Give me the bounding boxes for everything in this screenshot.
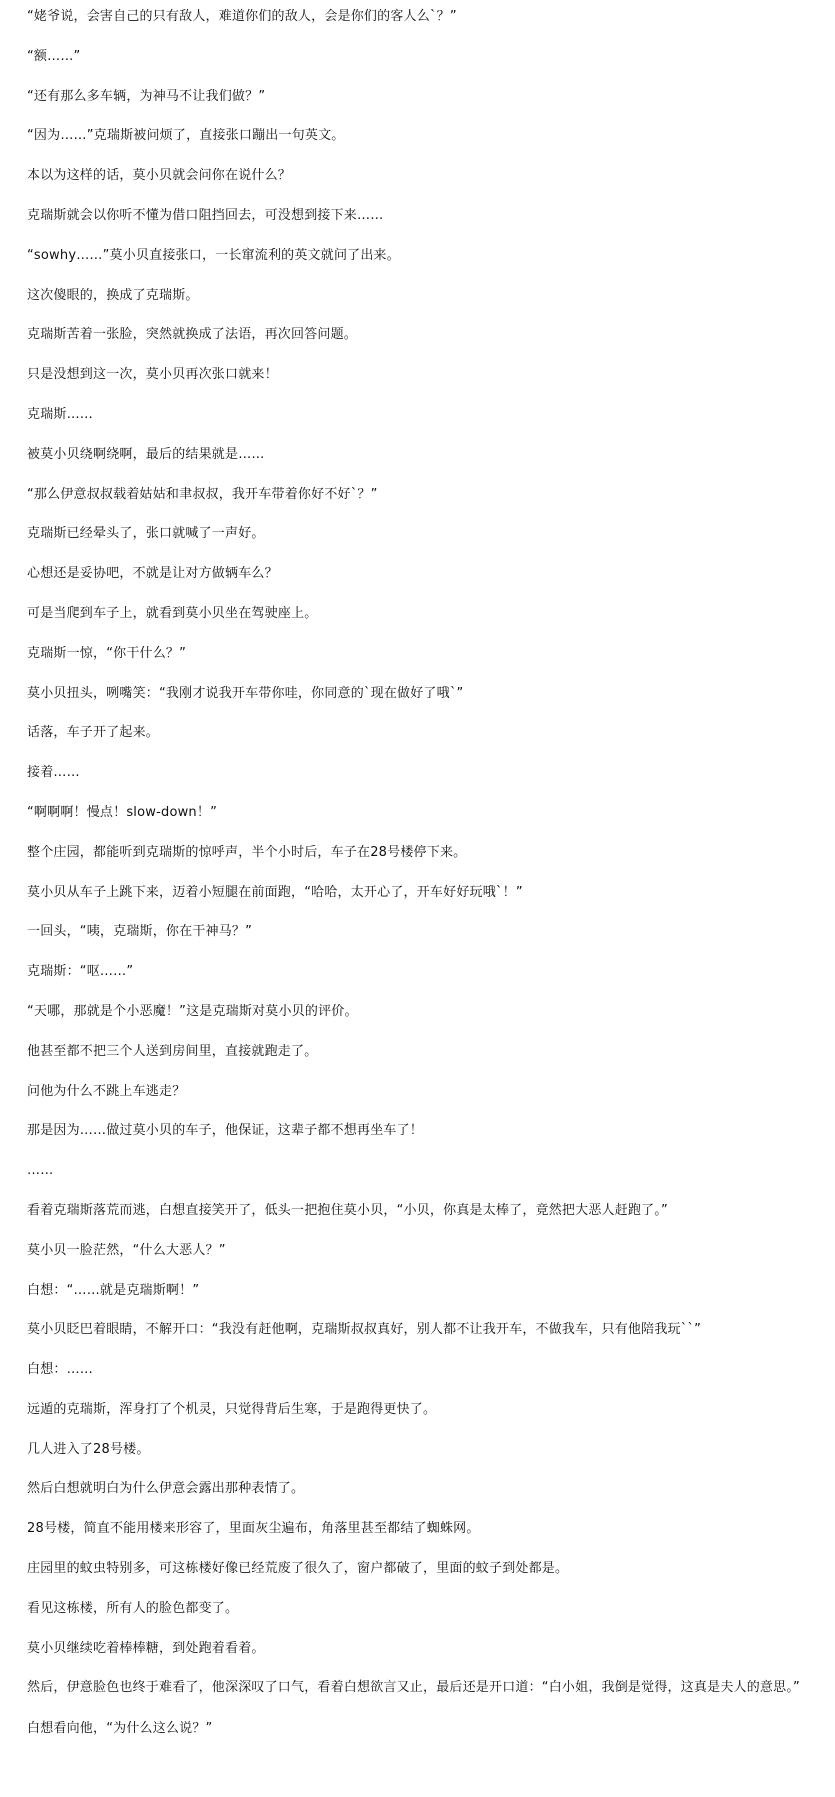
paragraph: 克瑞斯就会以你听不懂为借口阻挡回去，可没想到接下来…… xyxy=(27,207,384,223)
paragraph: 克瑞斯已经晕头了，张口就喊了一声好。 xyxy=(27,526,265,542)
paragraph: 莫小贝扭头，咧嘴笑：“我刚才说我开车带你哇，你同意的`现在做好了哦`” xyxy=(27,685,464,701)
paragraph: “额……” xyxy=(27,48,81,64)
paragraph: 接着…… xyxy=(27,765,80,781)
paragraph: 那是因为……做过莫小贝的车子，他保证，这辈子都不想再坐车了！ xyxy=(27,1123,424,1139)
paragraph: 然后白想就明白为什么伊意会露出那种表情了。 xyxy=(27,1481,305,1497)
paragraph: 远遁的克瑞斯，浑身打了个机灵，只觉得背后生寒，于是跑得更快了。 xyxy=(27,1401,437,1417)
paragraph: 他甚至都不把三个人送到房间里，直接就跑走了。 xyxy=(27,1043,318,1059)
paragraph: 白想看向他，“为什么这么说？” xyxy=(27,1721,213,1737)
paragraph: 莫小贝一脸茫然，“什么大恶人？” xyxy=(27,1242,226,1258)
paragraph: 克瑞斯：“呕……” xyxy=(27,964,134,980)
article-body xyxy=(0,7,810,1759)
paragraph: 莫小贝从车子上跳下来，迈着小短腿在前面跑，“哈哈，太开心了，开车好好玩哦`！” xyxy=(27,884,523,900)
paragraph: “那么伊意叔叔载着姑姑和聿叔叔，我开车带着你好不好`？” xyxy=(27,486,378,502)
paragraph: 看见这栋楼，所有人的脸色都变了。 xyxy=(27,1600,239,1616)
paragraph: 克瑞斯一惊，“你干什么？” xyxy=(27,645,187,661)
paragraph: 克瑞斯…… xyxy=(27,406,94,422)
paragraph: 一回头，“咦，克瑞斯，你在干神马？” xyxy=(27,924,253,940)
paragraph: 被莫小贝绕啊绕啊，最后的结果就是…… xyxy=(27,446,265,462)
paragraph: 克瑞斯苦着一张脸，突然就换成了法语，再次回答问题。 xyxy=(27,327,358,343)
paragraph: 本以为这样的话，莫小贝就会问你在说什么？ xyxy=(27,168,292,184)
paragraph: 看着克瑞斯落荒而逃，白想直接笑开了，低头一把抱住莫小贝，“小贝，你真是太棒了，竟然把大恶人赶跑了。” xyxy=(27,1202,668,1218)
paragraph: 问他为什么不跳上车逃走？ xyxy=(27,1083,186,1099)
paragraph: 这次傻眼的，换成了克瑞斯。 xyxy=(27,287,199,303)
paragraph: 白想：“……就是克瑞斯啊！” xyxy=(27,1282,200,1298)
paragraph: 几人进入了28号楼。 xyxy=(27,1441,150,1457)
paragraph: 莫小贝眨巴着眼睛，不解开口：“我没有赶他啊，克瑞斯叔叔真好，别人都不让我开车，不做我车，只有他陪我玩``” xyxy=(27,1322,702,1338)
paragraph: “姥爷说，会害自己的只有敌人，难道你们的敌人，会是你们的客人么`？” xyxy=(27,9,457,24)
paragraph: …… xyxy=(27,1163,54,1179)
paragraph: “还有那么多车辆，为神马不让我们做？” xyxy=(27,88,266,104)
paragraph: 白想：…… xyxy=(27,1362,94,1378)
paragraph: 莫小贝继续吃着棒棒糖，到处跑着看着。 xyxy=(27,1640,265,1656)
paragraph: 心想还是妥协吧，不就是让对方做辆车么？ xyxy=(27,566,278,582)
paragraph: “sowhy……”莫小贝直接张口，一长窜流利的英文就问了出来。 xyxy=(27,247,400,263)
paragraph: “天哪，那就是个小恶魔！”这是克瑞斯对莫小贝的评价。 xyxy=(27,1003,358,1019)
paragraph: “啊啊啊！慢点！slow-down！” xyxy=(27,804,218,820)
paragraph: 话落，车子开了起来。 xyxy=(27,725,160,741)
paragraph: 然后，伊意脸色也终于难看了，他深深叹了口气，看着白想欲言又止，最后还是开口道：“白小姐，我倒是觉得，这真是夫人的意思。” xyxy=(27,1680,800,1696)
paragraph: 只是没想到这一次，莫小贝再次张口就来！ xyxy=(27,367,278,383)
paragraph: “因为……”克瑞斯被问烦了，直接张口蹦出一句英文。 xyxy=(27,128,345,144)
paragraph: 庄园里的蚊虫特别多，可这栋楼好像已经荒废了很久了，窗户都破了，里面的蚊子到处都是。 xyxy=(27,1561,569,1577)
paragraph: 28号楼，简直不能用楼来形容了，里面灰尘遍布，角落里甚至都结了蜘蛛网。 xyxy=(27,1521,480,1537)
paragraph: 整个庄园，都能听到克瑞斯的惊呼声，半个小时后，车子在28号楼停下来。 xyxy=(27,844,467,860)
paragraph: 可是当爬到车子上，就看到莫小贝坐在驾驶座上。 xyxy=(27,605,318,621)
